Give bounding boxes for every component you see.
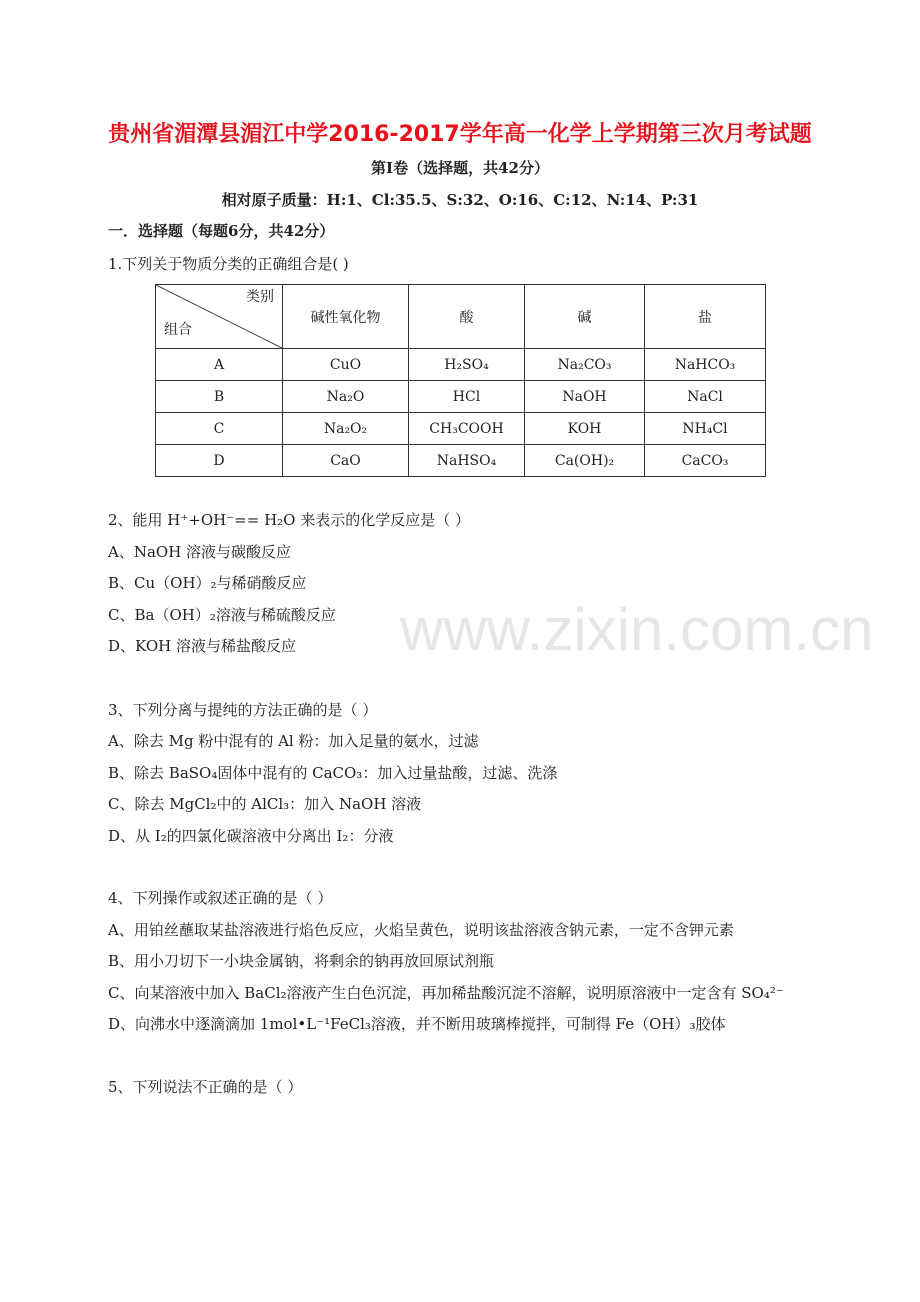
question-1-stem: 1.下列关于物质分类的正确组合是( ): [108, 254, 349, 273]
table-header: 碱: [525, 285, 645, 349]
table-cell: NaHSO₄: [409, 445, 525, 477]
table-cell: CaCO₃: [645, 445, 766, 477]
table-cell: Ca(OH)₂: [525, 445, 645, 477]
question-4-option-a: A、用铂丝蘸取某盐溶液进行焰色反应，火焰呈黄色，说明该盐溶液含钠元素，一定不含钾元素: [108, 920, 734, 939]
table-cell: CaO: [283, 445, 409, 477]
corner-top-label: 类别: [246, 289, 274, 305]
table-cell: D: [156, 445, 283, 477]
question-5-stem: 5、下列说法不正确的是（ ）: [108, 1077, 303, 1096]
question-2-option-b: B、Cu（OH）₂与稀硝酸反应: [108, 574, 307, 592]
table-row: [156, 349, 766, 381]
question-2-option-a: A、NaOH 溶液与碳酸反应: [108, 542, 292, 561]
section-subtitle: 第Ⅰ卷（选择题，共42分）: [371, 159, 549, 177]
table-cell: NaCl: [645, 381, 766, 413]
question-3-option-c: C、除去 MgCl₂中的 AlCl₃：加入 NaOH 溶液: [108, 795, 422, 813]
table-cell: NH₄Cl: [645, 413, 766, 445]
question-2-option-c: C、Ba（OH）₂溶液与稀硫酸反应: [108, 605, 336, 624]
question-3-stem: 3、下列分离与提纯的方法正确的是（ ）: [108, 700, 378, 719]
watermark: www.zixin.com.cn: [400, 596, 874, 663]
table-row: [156, 445, 766, 477]
table-cell: Na₂O₂: [283, 413, 409, 445]
question-4-option-c: C、向某溶液中加入 BaCl₂溶液产生白色沉淀，再加稀盐酸沉淀不溶解，说明原溶液中一定含有 SO₄²⁻: [108, 983, 784, 1002]
table-cell: Na₂O: [283, 381, 409, 413]
table-cell: CuO: [283, 349, 409, 381]
question-3-option-a: A、除去 Mg 粉中混有的 Al 粉：加入足量的氨水，过滤: [108, 732, 479, 750]
table-row: [156, 381, 766, 413]
table-header: 碱性氧化物: [283, 285, 409, 349]
exam-page: [0, 120, 920, 1103]
table-header: 盐: [645, 285, 766, 349]
section-heading: 一．选择题（每题6分，共42分）: [108, 222, 335, 240]
table-cell: B: [156, 381, 283, 413]
corner-bottom-label: 组合: [164, 322, 192, 338]
question-4-stem: 4、下列操作或叙述正确的是（ ）: [108, 889, 333, 907]
table-header: 酸: [409, 285, 525, 349]
table-corner-cell: [156, 285, 283, 349]
question-2-option-d: D、KOH 溶液与稀盐酸反应: [108, 637, 296, 655]
table-cell: HCl: [409, 381, 525, 413]
atomic-mass: 相对原子质量：H:1、Cl:35.5、S:32、O:16、C:12、N:14、P:31: [221, 190, 699, 209]
table-cell: C: [156, 413, 283, 445]
table-cell: CH₃COOH: [409, 413, 525, 445]
table-cell: H₂SO₄: [409, 349, 525, 381]
question-4-option-d: D、向沸水中逐滴滴加 1mol•L⁻¹FeCl₃溶液，并不断用玻璃棒搅拌，可制得 Fe（OH）₃胶体: [108, 1015, 726, 1033]
question-2-stem: 2、能用 H⁺+OH⁻== H₂O 来表示的化学反应是（ ）: [108, 511, 471, 529]
question-3-option-d: D、从 I₂的四氯化碳溶液中分离出 I₂：分液: [108, 826, 394, 845]
question-4-option-b: B、用小刀切下一小块金属钠，将剩余的钠再放回原试剂瓶: [108, 952, 495, 970]
table-cell: KOH: [525, 413, 645, 445]
table-cell: Na₂CO₃: [525, 349, 645, 381]
question-3-option-b: B、除去 BaSO₄固体中混有的 CaCO₃：加入过量盐酸，过滤、洗涤: [108, 763, 558, 782]
table-cell: NaOH: [525, 381, 645, 413]
page-title: 贵州省湄潭县湄江中学2016-2017学年高一化学上学期第三次月考试题: [108, 122, 812, 147]
table-row: [156, 413, 766, 445]
table-cell: A: [156, 349, 283, 381]
classification-table: [155, 284, 766, 477]
table-cell: NaHCO₃: [645, 349, 766, 381]
